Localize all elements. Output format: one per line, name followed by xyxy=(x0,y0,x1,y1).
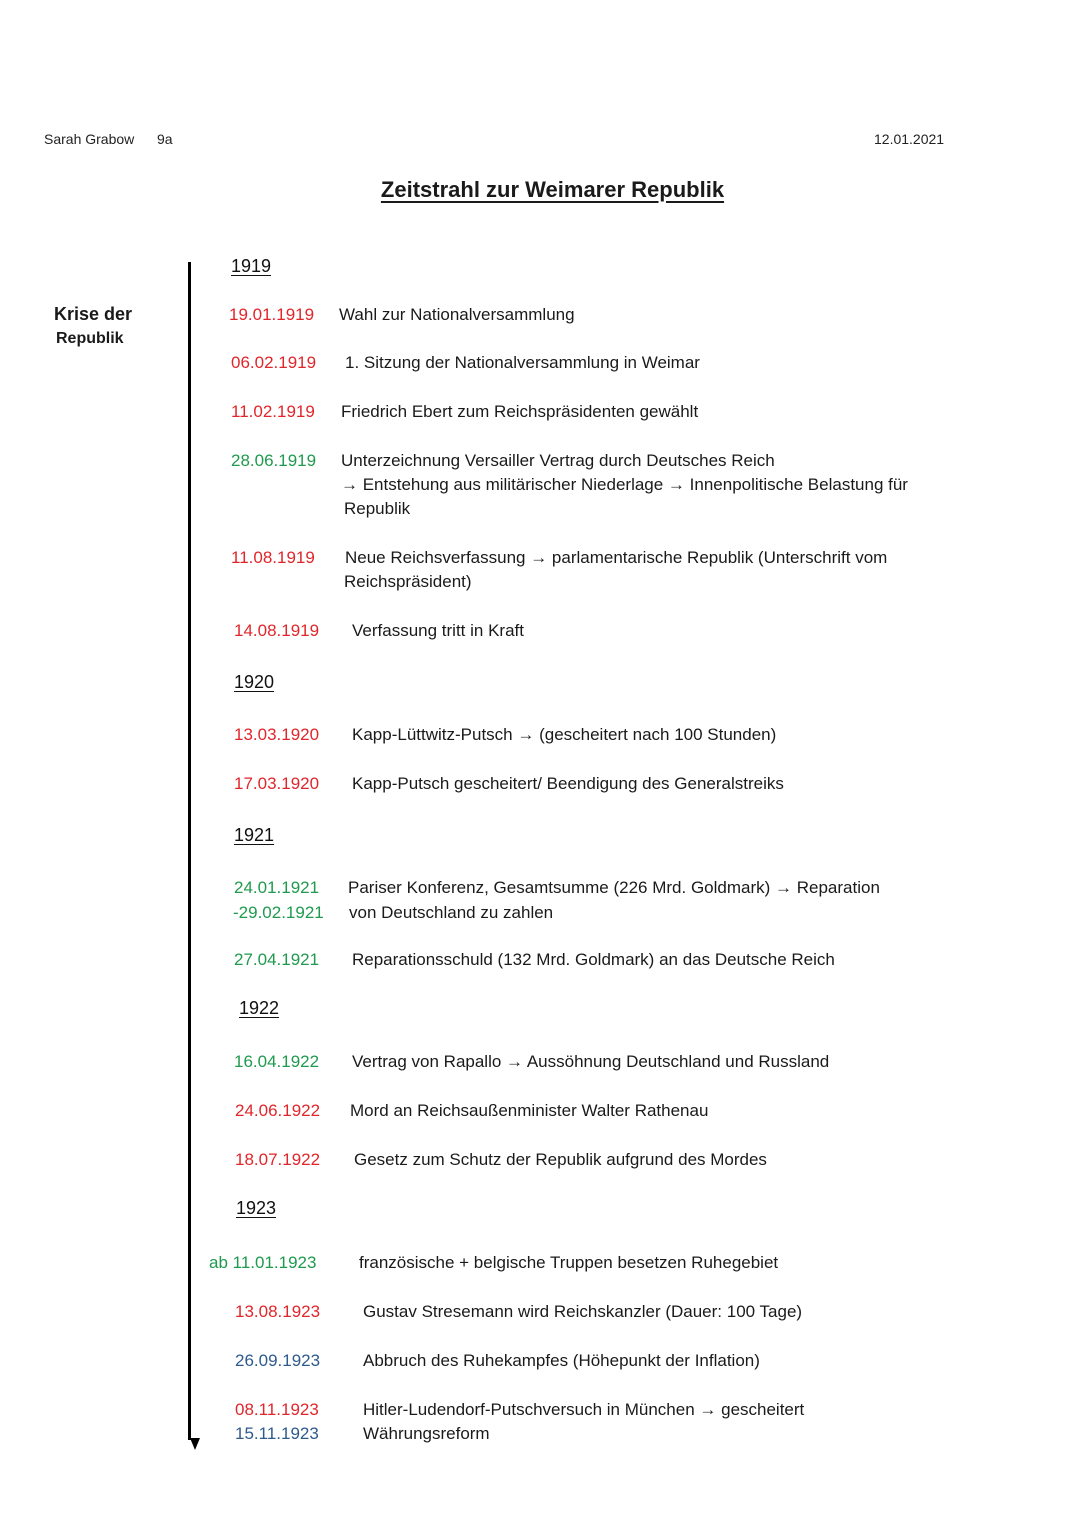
event-date: 26.09.1923 xyxy=(235,1351,321,1370)
event-text: Vertrag von Rapallo → Aussöhnung Deutschland und Russland xyxy=(352,1052,830,1071)
event-date: 17.03.1920 xyxy=(234,774,320,793)
event-text: französische + belgische Truppen besetzen Ruhegebiet xyxy=(359,1253,779,1272)
event-text: Verfassung tritt in Kraft xyxy=(352,621,524,640)
event-text: Währungsreform xyxy=(363,1424,490,1443)
student-name: Sarah Grabow xyxy=(44,131,135,147)
event-text: Wahl zur Nationalversammlung xyxy=(339,305,575,324)
event-text: Pariser Konferenz, Gesamtsumme (226 Mrd. Goldmark) → Reparation xyxy=(348,878,880,897)
event-date: 28.06.1919 xyxy=(231,451,317,470)
event-text-continued: von Deutschland zu zahlen xyxy=(349,903,554,922)
event-date: 18.07.1922 xyxy=(235,1150,321,1169)
timeline-axis xyxy=(188,262,191,1440)
class-label: 9a xyxy=(157,131,173,147)
side-label-line2: Republik xyxy=(56,330,124,347)
year-heading-1919: 1919 xyxy=(231,256,272,276)
event-text-continued: → Entstehung aus militärischer Niederlage → Innenpolitische Belastung für xyxy=(341,475,908,494)
event-date: ab 11.01.1923 xyxy=(209,1253,317,1272)
year-heading-1922: 1922 xyxy=(239,998,280,1018)
event-text: Kapp-Lüttwitz-Putsch → (gescheitert nach 100 Stunden) xyxy=(352,725,777,744)
event-date: 08.11.1923 xyxy=(235,1400,319,1419)
event-date: 24.06.1922 xyxy=(235,1101,321,1120)
event-text: Unterzeichnung Versailler Vertrag durch Deutsches Reich xyxy=(341,451,775,470)
event-text-continued: Republik xyxy=(344,499,411,518)
page-title: Zeitstrahl zur Weimarer Republik xyxy=(380,177,725,202)
event-date: 11.02.1919 xyxy=(231,402,315,421)
year-heading-1923: 1923 xyxy=(236,1198,277,1218)
event-date: 24.01.1921 xyxy=(234,878,320,897)
event-date: 16.04.1922 xyxy=(234,1052,320,1071)
event-date-end: -29.02.1921 xyxy=(233,903,324,922)
event-text: Friedrich Ebert zum Reichspräsidenten gewählt xyxy=(341,402,699,421)
event-text: Abbruch des Ruhekampfes (Höhepunkt der Inflation) xyxy=(363,1351,760,1370)
event-text: 1. Sitzung der Nationalversammlung in Weimar xyxy=(345,353,700,372)
event-text: Hitler-Ludendorf-Putschversuch in München → gescheitert xyxy=(363,1400,805,1419)
event-text: Gesetz zum Schutz der Republik aufgrund des Mordes xyxy=(354,1150,767,1169)
document-date: 12.01.2021 xyxy=(874,131,945,147)
timeline-arrow-icon xyxy=(190,1438,200,1450)
event-text: Neue Reichsverfassung → parlamentarische Republik (Unterschrift vom xyxy=(345,548,888,567)
event-text: Kapp-Putsch gescheitert/ Beendigung des Generalstreiks xyxy=(352,774,784,793)
event-date: 27.04.1921 xyxy=(234,950,320,969)
event-text: Reparationsschuld (132 Mrd. Goldmark) an das Deutsche Reich xyxy=(352,950,835,969)
event-date: 15.11.1923 xyxy=(235,1424,319,1443)
side-label-line1: Krise der xyxy=(54,304,133,324)
event-date: 13.08.1923 xyxy=(235,1302,321,1321)
event-date: 06.02.1919 xyxy=(231,353,317,372)
event-text: Gustav Stresemann wird Reichskanzler (Dauer: 100 Tage) xyxy=(363,1302,803,1321)
event-text-continued: Reichspräsident) xyxy=(344,572,472,591)
event-date: 11.08.1919 xyxy=(231,548,315,567)
year-heading-1920: 1920 xyxy=(234,672,275,692)
event-text: Mord an Reichsaußenminister Walter Rathenau xyxy=(350,1101,709,1120)
event-date: 13.03.1920 xyxy=(234,725,320,744)
event-date: 19.01.1919 xyxy=(229,305,315,324)
year-heading-1921: 1921 xyxy=(234,825,275,845)
event-date: 14.08.1919 xyxy=(234,621,320,640)
